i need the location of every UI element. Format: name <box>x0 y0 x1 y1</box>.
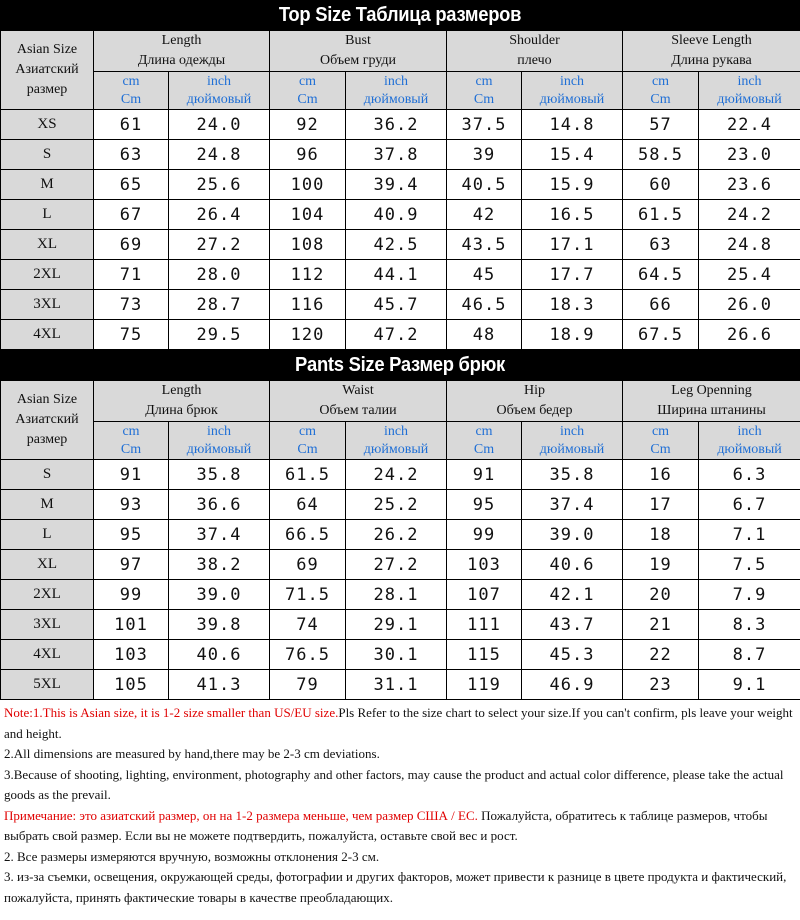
unit-inch-label: дюймовый <box>717 91 782 107</box>
unit-cm-label: cm <box>122 73 140 89</box>
size-label: L <box>1 200 94 230</box>
unit-cm-cell <box>94 72 169 110</box>
value-cell: 21 <box>623 610 699 640</box>
unit-cm-label: Cm <box>650 91 671 107</box>
table-row <box>1 320 800 350</box>
table-row <box>1 290 800 320</box>
unit-inch-label: дюймовый <box>363 91 429 107</box>
value-cell: 23.6 <box>699 170 800 200</box>
value-cell: 42.1 <box>522 580 623 610</box>
value-cell: 112 <box>270 260 346 290</box>
value-cell: 8.7 <box>699 640 800 670</box>
value-cell: 6.3 <box>699 460 800 490</box>
value-cell: 97 <box>94 550 169 580</box>
unit-inch-cell <box>169 72 270 110</box>
value-cell: 40.5 <box>447 170 522 200</box>
value-cell: 26.2 <box>346 520 447 550</box>
value-cell: 95 <box>447 490 522 520</box>
column-header-ru: Длина рукава <box>671 53 752 68</box>
note-ru-2: 2. Все размеры измеряются вручную, возможны отклонения 2-3 см. <box>4 848 380 864</box>
value-cell: 45 <box>447 260 522 290</box>
value-cell: 22 <box>623 640 699 670</box>
unit-inch-label: inch <box>737 73 762 89</box>
value-cell: 26.4 <box>169 200 270 230</box>
value-cell: 39 <box>447 140 522 170</box>
unit-cm-cell <box>270 72 346 110</box>
value-cell: 45.7 <box>346 290 447 320</box>
value-cell: 120 <box>270 320 346 350</box>
unit-inch-cell <box>699 422 800 460</box>
unit-inch-cell <box>169 422 270 460</box>
size-header-line: размер <box>26 82 68 97</box>
value-cell: 43.7 <box>522 610 623 640</box>
unit-cm-label: Cm <box>297 91 318 107</box>
value-cell: 111 <box>447 610 522 640</box>
value-cell: 42 <box>447 200 522 230</box>
value-cell: 66.5 <box>270 520 346 550</box>
size-header-line: размер <box>26 432 68 447</box>
note-ru-1 <box>4 806 796 847</box>
unit-cm-cell <box>447 72 522 110</box>
table-row <box>1 460 800 490</box>
value-cell: 73 <box>94 290 169 320</box>
size-label: S <box>1 460 94 490</box>
value-cell: 7.9 <box>699 580 800 610</box>
table-row <box>1 610 800 640</box>
top-size-title-bar <box>0 0 800 30</box>
unit-cm-cell <box>94 422 169 460</box>
value-cell: 28.0 <box>169 260 270 290</box>
unit-inch-label: inch <box>559 423 585 439</box>
unit-inch-cell <box>699 72 800 110</box>
value-cell: 61.5 <box>270 460 346 490</box>
value-cell: 61 <box>94 110 169 140</box>
value-cell: 64.5 <box>623 260 699 290</box>
value-cell: 39.4 <box>346 170 447 200</box>
column-header <box>270 381 447 422</box>
value-cell: 42.5 <box>346 230 447 260</box>
value-cell: 92 <box>270 110 346 140</box>
value-cell: 18.9 <box>522 320 623 350</box>
value-cell: 58.5 <box>623 140 699 170</box>
table-row <box>1 170 800 200</box>
unit-inch-label: inch <box>737 423 762 439</box>
value-cell: 23.0 <box>699 140 800 170</box>
unit-inch-cell <box>522 72 623 110</box>
unit-cm-label: Cm <box>297 441 318 457</box>
value-cell: 37.4 <box>522 490 623 520</box>
unit-cm-label: cm <box>298 423 317 439</box>
value-cell: 24.0 <box>169 110 270 140</box>
value-cell: 93 <box>94 490 169 520</box>
value-cell: 24.8 <box>699 230 800 260</box>
table-row <box>1 640 800 670</box>
unit-cm-label: Cm <box>120 91 142 107</box>
unit-cm-label: cm <box>651 73 670 89</box>
value-cell: 69 <box>94 230 169 260</box>
unit-cm-cell <box>447 422 522 460</box>
unit-inch-label: дюймовый <box>186 91 252 107</box>
unit-cm-label: cm <box>651 423 670 439</box>
size-label: 4XL <box>1 640 94 670</box>
value-cell: 35.8 <box>522 460 623 490</box>
value-cell: 24.8 <box>169 140 270 170</box>
value-cell: 39.0 <box>169 580 270 610</box>
size-label: M <box>1 170 94 200</box>
value-cell: 39.8 <box>169 610 270 640</box>
value-cell: 64 <box>270 490 346 520</box>
value-cell: 39.0 <box>522 520 623 550</box>
column-header-en: Bust <box>345 33 371 48</box>
unit-cm-label: cm <box>475 423 493 439</box>
table-row <box>1 260 800 290</box>
value-cell: 38.2 <box>169 550 270 580</box>
value-cell: 45.3 <box>522 640 623 670</box>
size-header-cell <box>1 381 94 460</box>
column-header-en: Hip <box>524 383 546 398</box>
value-cell: 30.1 <box>346 640 447 670</box>
top-size-title: Top Size Таблица размеров <box>32 0 768 30</box>
unit-cm-cell <box>623 72 699 110</box>
unit-inch-label: inch <box>206 73 232 89</box>
size-label: 2XL <box>1 580 94 610</box>
value-cell: 63 <box>94 140 169 170</box>
value-cell: 40.6 <box>522 550 623 580</box>
value-cell: 17.7 <box>522 260 623 290</box>
value-cell: 69 <box>270 550 346 580</box>
size-label: 4XL <box>1 320 94 350</box>
value-cell: 103 <box>447 550 522 580</box>
value-cell: 57 <box>623 110 699 140</box>
column-header-en: Waist <box>342 383 374 398</box>
value-cell: 6.7 <box>699 490 800 520</box>
value-cell: 15.9 <box>522 170 623 200</box>
unit-inch-label: inch <box>206 423 232 439</box>
size-label: L <box>1 520 94 550</box>
unit-inch-label: inch <box>559 73 585 89</box>
value-cell: 91 <box>94 460 169 490</box>
size-label: XL <box>1 550 94 580</box>
column-header-en: Shoulder <box>509 33 560 48</box>
size-header-cell <box>1 31 94 110</box>
unit-cm-label: cm <box>475 73 493 89</box>
unit-inch-label: дюймовый <box>539 441 605 457</box>
value-cell: 40.6 <box>169 640 270 670</box>
value-cell: 76.5 <box>270 640 346 670</box>
unit-inch-label: дюймовый <box>717 441 782 457</box>
value-cell: 27.2 <box>169 230 270 260</box>
value-cell: 67 <box>94 200 169 230</box>
value-cell: 26.6 <box>699 320 800 350</box>
value-cell: 101 <box>94 610 169 640</box>
column-header <box>270 31 447 72</box>
value-cell: 108 <box>270 230 346 260</box>
value-cell: 24.2 <box>699 200 800 230</box>
size-header-line: Азиатский <box>15 62 79 77</box>
header-row <box>1 31 800 72</box>
column-header <box>623 381 800 422</box>
table-row <box>1 140 800 170</box>
note-ru-1-warning: Примечание: это азиатский размер, он на 1-2 размера меньше, чем размер США / ЕС. <box>4 807 478 823</box>
column-header-en: Leg Openning <box>671 383 752 398</box>
value-cell: 18.3 <box>522 290 623 320</box>
value-cell: 14.8 <box>522 110 623 140</box>
note-1-text: Pls Refer to the size chart to select your size.If you can't confirm, pls leave your weight and height. <box>4 705 793 741</box>
unit-row <box>1 422 800 460</box>
value-cell: 36.6 <box>169 490 270 520</box>
value-cell: 79 <box>270 670 346 700</box>
unit-inch-label: дюймовый <box>186 441 252 457</box>
table-row <box>1 670 800 700</box>
unit-cm-cell <box>270 422 346 460</box>
value-cell: 16.5 <box>522 200 623 230</box>
value-cell: 60 <box>623 170 699 200</box>
size-label: XS <box>1 110 94 140</box>
value-cell: 25.4 <box>699 260 800 290</box>
unit-cm-label: Cm <box>650 441 671 457</box>
header-row <box>1 381 800 422</box>
column-header <box>94 381 270 422</box>
unit-cm-label: cm <box>122 423 140 439</box>
table-row <box>1 520 800 550</box>
column-header-ru: Объем талии <box>319 403 397 418</box>
value-cell: 67.5 <box>623 320 699 350</box>
column-header-ru: Длина одежды <box>137 53 226 68</box>
value-cell: 9.1 <box>699 670 800 700</box>
size-label: XL <box>1 230 94 260</box>
value-cell: 40.9 <box>346 200 447 230</box>
column-header <box>623 31 800 72</box>
column-header <box>447 31 623 72</box>
value-cell: 96 <box>270 140 346 170</box>
unit-cm-label: Cm <box>120 441 142 457</box>
column-header-ru: Объем груди <box>320 53 396 68</box>
value-cell: 107 <box>447 580 522 610</box>
size-label: S <box>1 140 94 170</box>
pants-size-title: Pants Size Размер брюк <box>32 350 768 380</box>
column-header-en: Length <box>161 33 202 48</box>
unit-inch-label: inch <box>383 73 409 89</box>
size-label: 2XL <box>1 260 94 290</box>
unit-inch-cell <box>346 422 447 460</box>
value-cell: 8.3 <box>699 610 800 640</box>
size-label: 3XL <box>1 290 94 320</box>
value-cell: 48 <box>447 320 522 350</box>
size-header-line: Asian Size <box>16 392 78 407</box>
note-2: 2.All dimensions are measured by hand,there may be 2-3 cm deviations. <box>4 746 380 761</box>
value-cell: 20 <box>623 580 699 610</box>
value-cell: 61.5 <box>623 200 699 230</box>
value-cell: 27.2 <box>346 550 447 580</box>
value-cell: 19 <box>623 550 699 580</box>
unit-inch-label: дюймовый <box>363 441 429 457</box>
value-cell: 7.1 <box>699 520 800 550</box>
table-row <box>1 200 800 230</box>
value-cell: 28.7 <box>169 290 270 320</box>
value-cell: 104 <box>270 200 346 230</box>
value-cell: 23 <box>623 670 699 700</box>
value-cell: 65 <box>94 170 169 200</box>
value-cell: 99 <box>94 580 169 610</box>
value-cell: 103 <box>94 640 169 670</box>
unit-cm-label: Cm <box>473 91 495 107</box>
value-cell: 37.4 <box>169 520 270 550</box>
value-cell: 16 <box>623 460 699 490</box>
size-header-line: Азиатский <box>15 412 79 427</box>
value-cell: 17.1 <box>522 230 623 260</box>
value-cell: 91 <box>447 460 522 490</box>
value-cell: 28.1 <box>346 580 447 610</box>
notes-section <box>0 700 800 908</box>
column-header-ru: Ширина штанины <box>657 403 766 418</box>
value-cell: 29.1 <box>346 610 447 640</box>
column-header <box>447 381 623 422</box>
value-cell: 115 <box>447 640 522 670</box>
top-size-table <box>0 30 800 350</box>
value-cell: 22.4 <box>699 110 800 140</box>
value-cell: 25.6 <box>169 170 270 200</box>
table-row <box>1 550 800 580</box>
value-cell: 41.3 <box>169 670 270 700</box>
value-cell: 25.2 <box>346 490 447 520</box>
unit-inch-cell <box>522 422 623 460</box>
column-header-en: Sleeve Length <box>671 33 752 48</box>
note-ru-3: 3. из-за съемки, освещения, окружающей среды, фотографии и других факторов, может привести к разнице в цвете продукта и фактический, пожалуйста, принять фактические товары в качестве преобладающих. <box>4 869 787 905</box>
column-header-en: Length <box>161 383 202 398</box>
note-1-warning: Note:1.This is Asian size, it is 1-2 size smaller than US/EU size. <box>4 705 339 720</box>
value-cell: 105 <box>94 670 169 700</box>
value-cell: 17 <box>623 490 699 520</box>
value-cell: 18 <box>623 520 699 550</box>
column-header-ru: плечо <box>517 53 552 68</box>
value-cell: 63 <box>623 230 699 260</box>
value-cell: 37.5 <box>447 110 522 140</box>
value-cell: 116 <box>270 290 346 320</box>
value-cell: 24.2 <box>346 460 447 490</box>
size-label: M <box>1 490 94 520</box>
table-row <box>1 110 800 140</box>
unit-inch-label: дюймовый <box>539 91 605 107</box>
value-cell: 66 <box>623 290 699 320</box>
value-cell: 7.5 <box>699 550 800 580</box>
value-cell: 44.1 <box>346 260 447 290</box>
value-cell: 100 <box>270 170 346 200</box>
value-cell: 95 <box>94 520 169 550</box>
pants-size-table <box>0 380 800 700</box>
value-cell: 75 <box>94 320 169 350</box>
value-cell: 43.5 <box>447 230 522 260</box>
value-cell: 26.0 <box>699 290 800 320</box>
value-cell: 46.9 <box>522 670 623 700</box>
note-1 <box>4 703 796 744</box>
value-cell: 15.4 <box>522 140 623 170</box>
value-cell: 47.2 <box>346 320 447 350</box>
unit-inch-cell <box>346 72 447 110</box>
size-label: 5XL <box>1 670 94 700</box>
unit-cm-cell <box>623 422 699 460</box>
unit-cm-label: cm <box>298 73 317 89</box>
value-cell: 74 <box>270 610 346 640</box>
size-label: 3XL <box>1 610 94 640</box>
column-header-ru: Длина брюк <box>145 403 218 418</box>
value-cell: 119 <box>447 670 522 700</box>
value-cell: 46.5 <box>447 290 522 320</box>
unit-inch-label: inch <box>383 423 409 439</box>
size-header-line: Asian Size <box>16 42 78 57</box>
table-row <box>1 580 800 610</box>
value-cell: 71.5 <box>270 580 346 610</box>
table-row <box>1 490 800 520</box>
value-cell: 29.5 <box>169 320 270 350</box>
pants-size-title-bar <box>0 350 800 380</box>
note-3: 3.Because of shooting, lighting, environment, photography and other factors, may cause the product and actual color difference, please take the actual goods as the prevail. <box>4 766 784 802</box>
value-cell: 37.8 <box>346 140 447 170</box>
value-cell: 71 <box>94 260 169 290</box>
column-header-ru: Объем бедер <box>496 403 573 418</box>
value-cell: 36.2 <box>346 110 447 140</box>
value-cell: 31.1 <box>346 670 447 700</box>
value-cell: 35.8 <box>169 460 270 490</box>
unit-cm-label: Cm <box>473 441 495 457</box>
unit-row <box>1 72 800 110</box>
column-header <box>94 31 270 72</box>
table-row <box>1 230 800 260</box>
value-cell: 99 <box>447 520 522 550</box>
note-ru-1-text: Пожалуйста, обратитесь к таблице размеров, чтобы выбрать свой размер. Если вы не можете подтвердить, пожалуйста, оставьте свой вес и рост. <box>4 807 768 843</box>
